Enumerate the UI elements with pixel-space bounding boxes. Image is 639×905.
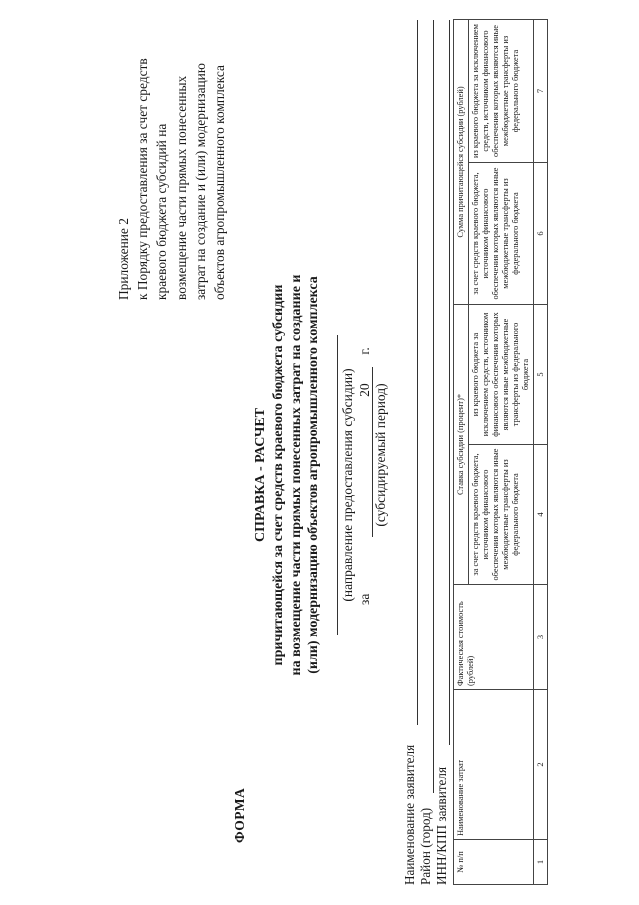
- direction-caption: (направление предоставления субсидии): [340, 368, 355, 602]
- period-row: [357, 347, 373, 605]
- col-sum-regional-header: из краевого бюджета за исключением средств, источником финансового обеспечения которых являются иные межбюджетные трансферты из федерального бюджета: [469, 19, 534, 162]
- col-rate-regional-header: из краевого бюджета за исключением средств, источником финансового обеспечения которых являются иные межбюджетные трансферты из федерального бюджета: [469, 305, 534, 445]
- col-number-header: № п/п: [454, 840, 534, 885]
- period-year-suffix: г.: [357, 347, 372, 355]
- document-subtitle-line: причитающейся за счет средств краевого бюджета субсидии: [271, 284, 286, 666]
- appendix-line: краевого бюджета субсидий на: [154, 123, 170, 300]
- col-sum-federal-header: за счет средств краевого бюджета, источником финансового обеспечения которых являются иные межбюджетные трансферты из федерального бюджета: [469, 163, 534, 305]
- period-year-prefix: 20: [357, 383, 372, 397]
- appendix-line: Приложение 2: [116, 218, 131, 300]
- direction-fill-line: [337, 335, 338, 635]
- sum-group-header: Сумма причитающейся субсидии (рублей): [454, 19, 469, 304]
- appendix-line: к Порядку предоставления за счет средств: [135, 58, 151, 300]
- column-number: 3: [534, 585, 548, 690]
- district-line: [433, 20, 434, 793]
- col-expense-name-header: Наименование затрат: [454, 690, 534, 840]
- period-caption: (субсидируемый период): [373, 383, 388, 527]
- column-number: 2: [534, 690, 548, 840]
- column-number: 7: [534, 19, 548, 162]
- column-number: 1: [534, 840, 548, 885]
- column-number: 4: [534, 445, 548, 585]
- subsidy-table: [453, 19, 548, 885]
- document-title: СПРАВКА - РАСЧЕТ: [253, 407, 268, 543]
- col-actual-cost-header: Фактическая стоимость (рублей): [454, 585, 534, 690]
- appendix-block: [114, 10, 229, 300]
- applicant-name-label: Наименование заявителя: [402, 744, 417, 885]
- period-prefix: за: [357, 593, 372, 605]
- district-label: Район (город): [418, 807, 433, 885]
- appendix-line: затрат на создание и (или) модернизацию: [192, 63, 208, 300]
- document-subtitle-line: (или) модернизацию объектов агропромышленного комплекса: [306, 276, 321, 674]
- appendix-line: объектов агропромышленного комплекса: [212, 65, 228, 300]
- column-number: 5: [534, 305, 548, 445]
- appendix-line: возмещение части прямых понесенных: [173, 75, 189, 300]
- col-rate-federal-header: за счет средств краевого бюджета, источником финансового обеспечения которых являются иные межбюджетные трансферты из федерального бюджета: [469, 445, 534, 585]
- rate-group-header: Ставка субсидии (процент)*: [454, 305, 469, 585]
- inn-kpp-label: ИНН/КПП заявителя: [434, 766, 449, 885]
- form-label: ФОРМА: [232, 787, 247, 843]
- inn-kpp-line: [449, 20, 450, 745]
- document-subtitle-line: на возмещение части прямых понесенных затрат на создание и: [289, 274, 304, 676]
- applicant-name-line: [417, 20, 418, 725]
- column-number: 6: [534, 163, 548, 305]
